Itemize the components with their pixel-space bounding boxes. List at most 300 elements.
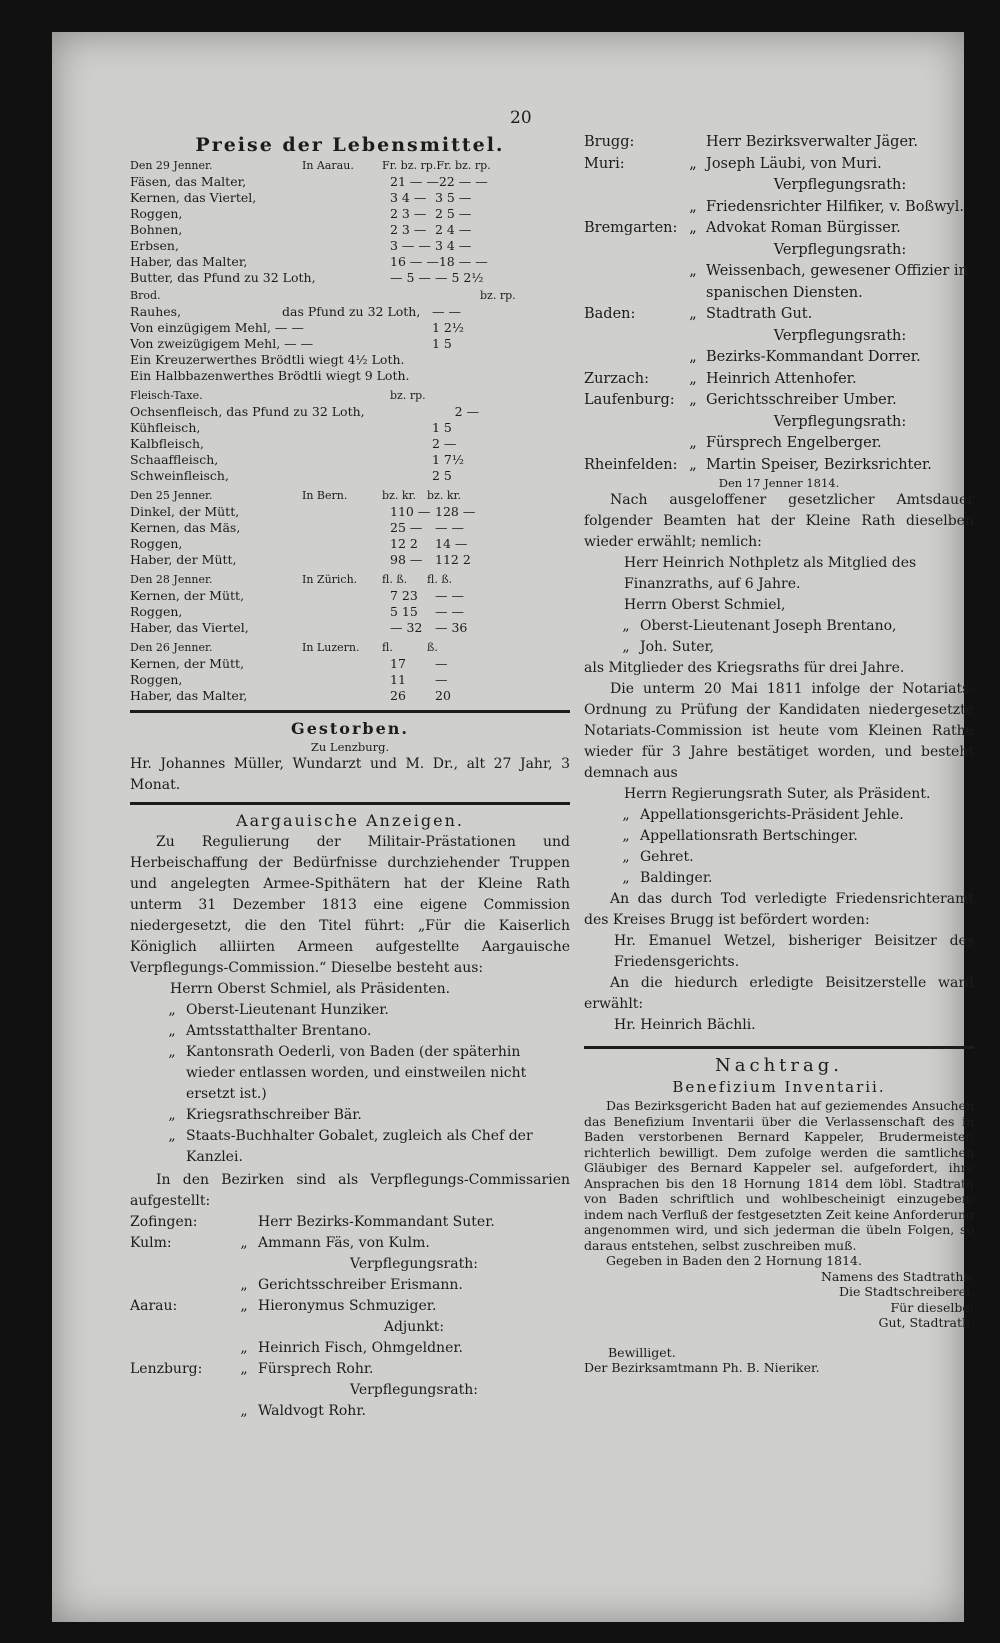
zurich-header: Den 28 Jenner. In Zürich. fl. ß. fl. ß. <box>130 573 453 586</box>
price-place <box>342 238 390 254</box>
price-row <box>130 672 570 688</box>
ditto-mark: „ <box>689 349 697 365</box>
ditto-mark <box>596 553 624 595</box>
ditto-mark <box>680 132 706 154</box>
member-line <box>584 616 974 637</box>
approved-by: Der Bezirksamtmann Ph. B. Nieriker. <box>584 1360 820 1375</box>
reelection-intro: Nach ausgeloffener gesetzlicher Amtsdauer folgender Beamten hat der Kleine Rath dieselben wieder erwählt; nemlich: <box>584 492 974 550</box>
price-place <box>342 504 390 520</box>
district-line <box>584 455 974 477</box>
member-name: Joh. Suter, <box>640 639 715 655</box>
member-line <box>584 868 974 889</box>
aargau-ads-title: Aargauische Anzeigen. <box>236 811 464 830</box>
district-line <box>584 369 974 391</box>
price-item: Bohnen, <box>130 222 183 237</box>
district-line <box>584 240 974 262</box>
price-value-low: 16 — — <box>390 254 439 269</box>
price-place <box>342 552 390 568</box>
price-value-high: — <box>435 672 448 687</box>
district-name: Verpflegungsrath: <box>773 177 907 193</box>
aarau-price-rows <box>130 174 570 286</box>
notary-commission-members <box>584 784 974 889</box>
district-place <box>584 347 680 369</box>
district-place <box>584 433 680 455</box>
district-line <box>130 1401 570 1422</box>
war-council-line: als Mitglieder des Kriegsraths für drei Jahre. <box>584 660 905 676</box>
price-value-high: — — <box>435 520 464 535</box>
district-line <box>130 1380 570 1401</box>
price-value-high: 112 2 <box>435 552 471 567</box>
price-place <box>342 604 390 620</box>
ditto-mark: „ <box>689 435 697 451</box>
districts-intro: In den Bezirken sind als Verpflegungs-Commissarien aufgestellt: <box>130 1172 570 1209</box>
price-row <box>130 254 570 270</box>
price-row <box>130 520 570 536</box>
member-line <box>584 826 974 847</box>
price-value: 2 5 <box>432 468 452 483</box>
member-line <box>130 1042 570 1105</box>
member-name: Appellationsrath Bertschinger. <box>640 828 858 844</box>
price-value-high: 14 — <box>435 536 468 551</box>
member-name: Kantonsrath Oederli, von Baden (der späterhin wieder entlassen worden, und einstweilen nicht ersetzt ist.) <box>186 1044 527 1102</box>
member-name: Herrn Oberst Schmiel, als Präsidenten. <box>170 981 451 997</box>
prices-title: Preise der Lebensmittel. <box>195 134 505 156</box>
district-line <box>130 1338 570 1359</box>
right-column <box>584 132 974 1376</box>
price-value-low: 3 — — <box>390 238 431 253</box>
divider <box>130 802 570 805</box>
ditto-mark: „ <box>622 828 630 844</box>
price-row <box>130 404 570 420</box>
commission-members <box>130 979 570 1168</box>
price-value-high: 2 4 — <box>435 222 472 237</box>
price-row <box>130 452 570 468</box>
district-place <box>584 240 680 262</box>
district-name: Heinrich Attenhofer. <box>706 370 857 387</box>
district-name: Verpflegungsrath: <box>773 241 907 258</box>
price-item: Kühfleisch, <box>130 420 201 435</box>
price-place <box>342 420 432 436</box>
district-name: Friedensrichter Hilfiker, v. Boßwyl. <box>706 198 964 215</box>
brod-price-rows <box>130 304 570 352</box>
price-item: Schaaffleisch, <box>130 452 219 467</box>
district-name: Verpflegungsrath: <box>773 413 907 430</box>
district-line <box>584 347 974 369</box>
price-value-high: 22 — — <box>438 174 488 189</box>
price-item: Haber, der Mütt, <box>130 552 237 567</box>
died-title: Gestorben. <box>291 719 409 738</box>
sign-2: Die Stadtschreiberei. <box>838 1284 974 1299</box>
ditto-mark <box>680 240 706 262</box>
price-place <box>342 672 390 688</box>
district-line <box>130 1359 570 1380</box>
district-place: Brugg: <box>584 134 635 150</box>
district-place <box>584 261 680 304</box>
assessor-text: An die hiedurch erledigte Beisitzerstelle ward erwählt: <box>584 975 974 1012</box>
price-value-low: 25 — <box>390 520 423 535</box>
ditto-mark: „ <box>689 456 697 473</box>
member-line <box>584 847 974 868</box>
district-place <box>584 197 680 219</box>
price-value-low: 2 3 — <box>390 222 427 237</box>
price-place <box>342 320 432 336</box>
price-row <box>130 222 570 238</box>
member-line <box>584 784 974 805</box>
right-district-list <box>584 132 974 476</box>
price-row <box>130 536 570 552</box>
price-item: Kalbfleisch, <box>130 436 204 451</box>
member-line <box>584 595 974 616</box>
ditto-mark <box>680 326 706 348</box>
fleisch-header: Fleisch-Taxe. bz. rp. <box>130 389 426 402</box>
price-item: Ochsenfleisch, das Pfund zu 32 Loth, <box>130 404 365 419</box>
price-row <box>130 620 570 636</box>
died-entry: Hr. Johannes Müller, Wundarzt und M. Dr., alt 27 Jahr, 3 Monat. <box>130 756 570 793</box>
price-item: Erbsen, <box>130 238 179 253</box>
brod-note-1: Ein Kreuzerwerthes Brödtli wiegt 4½ Loth. <box>130 352 405 367</box>
district-line <box>584 304 974 326</box>
price-value-low: 110 — <box>390 504 431 519</box>
district-line <box>584 261 974 304</box>
district-name: Herr Bezirks-Kommandant Suter. <box>258 1214 495 1230</box>
price-place <box>342 190 390 206</box>
price-item: Roggen, <box>130 604 183 619</box>
price-item: Von einzügigem Mehl, — — <box>130 320 304 335</box>
price-value: 2 — <box>432 436 457 451</box>
price-row <box>130 206 570 222</box>
price-value: — — <box>432 304 461 319</box>
district-name: Bezirks-Kommandant Dorrer. <box>706 349 921 365</box>
district-name: Adjunkt: <box>383 1319 445 1335</box>
price-value-high: — <box>435 656 448 671</box>
price-value-low: 3 4 — <box>390 190 427 205</box>
price-place: das Pfund zu 32 Loth, <box>282 304 421 319</box>
district-line <box>584 175 974 197</box>
price-value-high: 3 4 — <box>435 238 472 253</box>
price-value: 2 — <box>454 404 480 419</box>
ditto-mark <box>680 412 706 434</box>
price-row <box>130 304 570 320</box>
price-place <box>342 436 432 452</box>
price-value: 1 2½ <box>432 320 464 335</box>
member-line <box>584 805 974 826</box>
district-name: Waldvogt Rohr. <box>258 1403 366 1419</box>
ditto-mark: „ <box>240 1298 248 1314</box>
price-place <box>365 404 455 420</box>
price-item: Butter, das Pfund zu 32 Loth, <box>130 270 316 285</box>
ditto-mark: „ <box>240 1361 248 1377</box>
price-place <box>342 468 432 484</box>
price-value-low: 21 — — <box>390 174 439 189</box>
district-name: Fürsprech Rohr. <box>258 1361 374 1377</box>
price-value-low: 5 15 <box>390 604 418 619</box>
member-line <box>130 979 570 1000</box>
price-value: 1 7½ <box>432 452 464 467</box>
district-name: Stadtrath Gut. <box>706 306 813 322</box>
district-name: Hieronymus Schmuziger. <box>258 1298 437 1314</box>
ditto-mark: „ <box>689 306 697 322</box>
benefizium-title: Benefizium Inventarii. <box>672 1078 886 1096</box>
reelected-officials <box>584 553 974 658</box>
district-place: Zofingen: <box>130 1214 198 1230</box>
price-place <box>342 174 390 190</box>
member-name: Herr Heinrich Nothpletz als Mitglied des Finanzraths, auf 6 Jahre. <box>624 555 917 592</box>
ditto-mark: „ <box>689 220 697 236</box>
district-name: Joseph Läubi, von Muri. <box>706 155 882 172</box>
member-name: Kriegsrathschreiber Bär. <box>186 1107 362 1123</box>
price-row <box>130 436 570 452</box>
price-value-low: 26 <box>390 688 406 703</box>
ditto-mark: „ <box>168 1044 176 1060</box>
ditto-mark: „ <box>240 1235 248 1251</box>
district-line <box>584 390 974 412</box>
price-value-low: 7 23 <box>390 588 418 603</box>
ditto-mark: „ <box>689 263 697 279</box>
price-value: 1 5 <box>432 336 452 351</box>
district-line <box>584 218 974 240</box>
price-row <box>130 320 570 336</box>
district-place <box>584 326 680 348</box>
price-place <box>342 656 390 672</box>
price-row <box>130 270 570 286</box>
price-value-low: 2 3 — <box>390 206 427 221</box>
member-name: Oberst-Lieutenant Hunziker. <box>186 1002 389 1018</box>
price-item: Haber, das Viertel, <box>130 620 249 635</box>
district-line <box>130 1275 570 1296</box>
ditto-mark <box>230 1317 258 1338</box>
price-value-low: 11 <box>390 672 406 687</box>
ditto-mark <box>680 175 706 197</box>
district-place: Rheinfelden: <box>584 456 678 473</box>
price-value-high: — — <box>435 604 464 619</box>
district-name: Verpflegungsrath: <box>773 327 907 344</box>
price-item: Roggen, <box>130 672 183 687</box>
date-line: Den 17 Jenner 1814. <box>718 476 840 490</box>
price-value-low: — 32 <box>390 620 423 635</box>
ditto-mark <box>230 1380 258 1401</box>
price-item: Schweinfleisch, <box>130 468 229 483</box>
member-name: Gehret. <box>640 849 694 865</box>
member-name: Oberst-Lieutenant Joseph Brentano, <box>640 618 897 634</box>
price-row <box>130 604 570 620</box>
price-item: Haber, das Malter, <box>130 254 248 269</box>
price-place <box>342 620 390 636</box>
luzern-price-rows <box>130 656 570 704</box>
price-value-low: 17 <box>390 656 406 671</box>
divider <box>130 710 570 713</box>
brod-header: Brod. bz. rp. <box>130 289 516 302</box>
price-item: Roggen, <box>130 536 183 551</box>
member-line <box>130 1126 570 1168</box>
district-place: Baden: <box>584 306 636 322</box>
ditto-mark <box>230 1212 258 1233</box>
price-item: Haber, das Malter, <box>130 688 248 703</box>
ditto-mark: „ <box>168 1002 176 1018</box>
nachtrag-title: Nachtrag. <box>715 1055 843 1076</box>
price-place <box>342 336 432 352</box>
aarau-header: Den 29 Jenner. In Aarau. Fr. bz. rp. Fr. bz. rp. <box>130 159 491 172</box>
price-row <box>130 588 570 604</box>
price-item: Dinkel, der Mütt, <box>130 504 240 519</box>
member-line <box>130 1000 570 1021</box>
member-line <box>584 553 974 595</box>
ditto-mark: „ <box>622 639 630 655</box>
price-row <box>130 238 570 254</box>
district-place <box>130 1380 230 1401</box>
member-line <box>130 1105 570 1126</box>
price-value-high: 128 — <box>435 504 476 519</box>
price-row <box>130 336 570 352</box>
ditto-mark: „ <box>689 392 697 408</box>
price-value-high: 20 <box>435 688 451 703</box>
price-value-low: — 5 — <box>390 270 431 285</box>
price-value-low: 98 — <box>390 552 423 567</box>
ditto-mark <box>596 595 624 616</box>
ditto-mark: „ <box>168 1107 176 1123</box>
district-place <box>130 1254 230 1275</box>
price-place <box>342 206 390 222</box>
district-place <box>130 1317 230 1338</box>
price-row <box>130 504 570 520</box>
price-value-high: 18 — — <box>438 254 488 269</box>
brod-note-2: Ein Halbbazenwerthes Brödtli wiegt 9 Loth. <box>130 368 410 383</box>
price-item: Fäsen, das Malter, <box>130 174 247 189</box>
ads-intro: Zu Regulierung der Militair-Prästationen und Herbeischaffung der Bedürfnisse durchziehender Truppen und angelegten Armee-Spithätern hat der Kleine Rath unterm 31 Dezember 1813 eine eigene Commission niedergesetzt, die den Titel führt: „Für die Kaiserlich Königlich alliirten Armeen aufgestellte Aargauische Verpflegungs-Commission.“ Dieselbe besteht aus: <box>130 834 570 976</box>
district-name: Advokat Roman Bürgisser. <box>706 220 901 236</box>
ditto-mark: „ <box>622 618 630 634</box>
district-line <box>584 326 974 348</box>
bern-price-rows <box>130 504 570 568</box>
price-row <box>130 420 570 436</box>
district-place: Zurzach: <box>584 370 649 387</box>
district-name: Fürsprech Engelberger. <box>706 435 882 451</box>
district-line <box>130 1212 570 1233</box>
ditto-mark <box>596 784 624 805</box>
luzern-header: Den 26 Jenner. In Luzern. fl. ß. <box>130 641 438 654</box>
divider <box>584 1046 974 1049</box>
price-item: Von zweizügigem Mehl, — — <box>130 336 314 351</box>
left-column <box>130 132 570 1422</box>
zurich-price-rows <box>130 588 570 636</box>
price-value-low: 12 2 <box>390 536 418 551</box>
price-value-high: — — <box>435 588 464 603</box>
member-name: Appellationsgerichts-Präsident Jehle. <box>640 807 904 823</box>
sign-3: Für dieselbe: <box>890 1299 974 1315</box>
price-place <box>342 520 390 536</box>
ditto-mark: „ <box>689 370 697 387</box>
bern-header: Den 25 Jenner. In Bern. bz. kr. bz. kr. <box>130 489 462 502</box>
ditto-mark: „ <box>240 1340 248 1356</box>
district-name: Gerichtsschreiber Erismann. <box>258 1277 463 1293</box>
district-place: Lenzburg: <box>130 1361 203 1377</box>
price-item: Rauhes, <box>130 304 182 319</box>
benefizium-date: Gegeben in Baden den 2 Hornung 1814. <box>606 1253 862 1268</box>
sign-4: Gut, Stadtrath. <box>878 1315 974 1330</box>
district-name: Ammann Fäs, von Kulm. <box>258 1235 430 1251</box>
price-place <box>342 222 390 238</box>
district-place <box>130 1401 230 1422</box>
price-place <box>342 254 390 270</box>
district-place <box>584 175 680 197</box>
district-place <box>584 412 680 434</box>
district-line <box>130 1233 570 1254</box>
district-commissaries <box>130 1212 570 1422</box>
district-name: Herr Bezirksverwalter Jäger. <box>706 134 918 150</box>
district-line <box>130 1317 570 1338</box>
price-item: Kernen, das Mäs, <box>130 520 241 535</box>
judge-text: An das durch Tod verledigte Friedensrichteramt des Kreises Brugg ist befördert worden: <box>584 891 974 928</box>
member-name: Herrn Oberst Schmiel, <box>624 597 786 613</box>
ditto-mark: „ <box>240 1403 248 1419</box>
district-place: Bremgarten: <box>584 220 678 236</box>
fleisch-price-rows <box>130 404 570 484</box>
ditto-mark: „ <box>622 807 630 823</box>
ditto-mark: „ <box>622 870 630 886</box>
district-line <box>130 1254 570 1275</box>
district-line <box>584 433 974 455</box>
price-place <box>342 588 390 604</box>
district-line <box>584 197 974 219</box>
ditto-mark <box>230 1254 258 1275</box>
ditto-mark: „ <box>689 198 697 215</box>
price-row <box>130 688 570 704</box>
died-place: Zu Lenzburg. <box>310 740 390 754</box>
district-name: Martin Speiser, Bezirksrichter. <box>706 456 932 473</box>
newspaper-page <box>52 32 974 1622</box>
district-line <box>130 1296 570 1317</box>
price-item: Kernen, der Mütt, <box>130 588 245 603</box>
price-place <box>342 452 432 468</box>
price-value-high: 2 5 — <box>435 206 472 221</box>
member-line <box>130 1021 570 1042</box>
district-place: Laufenburg: <box>584 392 675 408</box>
judge-name: Hr. Emanuel Wetzel, bisheriger Beisitzer des Friedensgerichts. <box>614 933 974 970</box>
district-name: Verpflegungsrath: <box>350 1382 478 1398</box>
member-name: Herrn Regierungsrath Suter, als Präsident. <box>624 786 931 802</box>
price-row <box>130 174 570 190</box>
district-line <box>584 154 974 176</box>
price-place <box>342 270 390 286</box>
member-name: Baldinger. <box>640 870 713 886</box>
notary-text: Die unterm 20 Mai 1811 infolge der Notariats-Ordnung zu Prüfung der Kandidaten niedergesetzte Notariats-Commission ist heute vom Kleinen Rathe wieder für 3 Jahre bestätiget worden, und besteht demnach aus <box>584 681 974 781</box>
district-place <box>130 1338 230 1359</box>
price-row <box>130 552 570 568</box>
district-name: Heinrich Fisch, Ohmgeldner. <box>258 1340 463 1356</box>
price-value-high: — 5 2½ <box>435 270 484 285</box>
member-name: Amtsstatthalter Brentano. <box>186 1023 372 1039</box>
district-place <box>130 1275 230 1296</box>
member-name: Staats-Buchhalter Gobalet, zugleich als Chef der Kanzlei. <box>186 1128 533 1165</box>
district-place: Aarau: <box>130 1298 178 1314</box>
district-line <box>584 132 974 154</box>
district-place: Muri: <box>584 155 625 172</box>
page-number: 20 <box>510 108 532 128</box>
district-place: Kulm: <box>130 1235 172 1251</box>
price-row <box>130 468 570 484</box>
price-item: Kernen, das Viertel, <box>130 190 257 205</box>
approved-label: Bewilliget. <box>608 1344 676 1360</box>
price-place <box>342 536 390 552</box>
price-value-high: 3 5 — <box>435 190 472 205</box>
price-value: 1 5 <box>432 420 452 435</box>
ditto-mark: „ <box>168 1128 176 1144</box>
price-item: Kernen, der Mütt, <box>130 656 245 671</box>
ditto-mark <box>142 979 170 1000</box>
sign-1: Namens des Stadtraths: <box>820 1268 974 1284</box>
ditto-mark: „ <box>689 155 697 172</box>
district-line <box>584 412 974 434</box>
price-item: Roggen, <box>130 206 183 221</box>
